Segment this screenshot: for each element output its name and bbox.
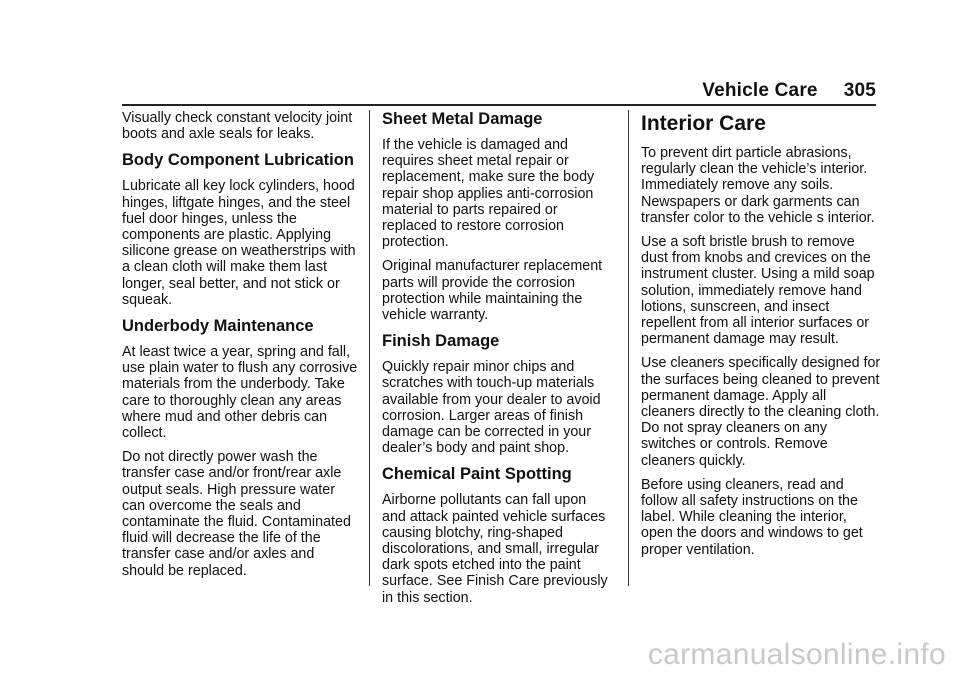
column-divider-left bbox=[369, 110, 370, 586]
intro-paragraph: Visually check constant velocity joint boots and axle seals for leaks. bbox=[122, 110, 353, 143]
body-lubrication-heading: Body Component Lubrication bbox=[122, 151, 354, 170]
underbody-paragraph-2: Do not directly power wash the transfer case and/or front/rear axle output seals. High pressure water can overcome the seals and contaminate the fluid. Contaminated fluid will decrease the life of the transfer case and/or axles and should be replaced. bbox=[122, 449, 351, 579]
interior-care-heading: Interior Care bbox=[641, 112, 766, 135]
interior-paragraph-2: Use a soft bristle brush to remove dust from knobs and crevices on the instrument cluster. Using a mild soap solution, immediately remove hand lotions, sunscreen, and insect repellent from all interior surfaces or permanent damage may result. bbox=[641, 234, 875, 348]
sheet-metal-paragraph-1: If the vehicle is damaged and requires sheet metal repair or replacement, make sure the body repair shop applies anti-corrosion material to parts repaired or replaced to restore corrosion protection. bbox=[382, 137, 595, 251]
chemical-paint-paragraph: Airborne pollutants can fall upon and attack painted vehicle surfaces causing blotchy, ring-shaped discolorations, and small, irregular dark spots etched into the paint surface. See Finish Care previously in this section. bbox=[382, 492, 608, 606]
column-left bbox=[122, 110, 358, 587]
section-title: Vehicle Care bbox=[702, 80, 818, 101]
column-divider-right bbox=[628, 110, 629, 586]
underbody-maintenance-heading: Underbody Maintenance bbox=[122, 317, 314, 336]
watermark: carmanualsonline.info bbox=[647, 638, 946, 671]
column-middle bbox=[382, 110, 614, 614]
interior-paragraph-1: To prevent dirt particle abrasions, regularly clean the vehicle’s interior. Immediately remove any soils. Newspapers or dark garments can transfer color to the vehicle s interior. bbox=[641, 145, 875, 226]
page-number: 305 bbox=[843, 80, 876, 101]
body-lubrication-paragraph: Lubricate all key lock cylinders, hood hinges, liftgate hinges, and the steel fuel door hinges, unless the components are plastic. Applying silicone grease on weatherstrips with a clean cloth will make them last longer, seal better, and not stick or squeak. bbox=[122, 178, 356, 308]
page-header bbox=[640, 80, 876, 102]
underbody-paragraph-1: At least twice a year, spring and fall, use plain water to flush any corrosive materials from the underbody. Take care to thoroughly clean any areas where mud and other debris can collect. bbox=[122, 344, 358, 442]
header-divider bbox=[122, 104, 876, 106]
finish-damage-heading: Finish Damage bbox=[382, 332, 500, 351]
interior-paragraph-3: Use cleaners specifically designed for the surfaces being cleaned to prevent permanent damage. Apply all cleaners directly to the cleaning cloth. Do not spray cleaners on any switches or controls. Remove cleaners quickly. bbox=[641, 355, 881, 469]
column-right bbox=[641, 110, 881, 566]
finish-damage-paragraph: Quickly repair minor chips and scratches with touch-up materials available from your dealer to avoid corrosion. Larger areas of finish damage can be corrected in your dealer’s body and paint shop. bbox=[382, 359, 601, 457]
chemical-paint-spotting-heading: Chemical Paint Spotting bbox=[382, 465, 572, 484]
sheet-metal-paragraph-2: Original manufacturer replacement parts will provide the corrosion protection while maintaining the vehicle warranty. bbox=[382, 258, 603, 324]
interior-paragraph-4: Before using cleaners, read and follow all safety instructions on the label. While cleaning the interior, open the doors and windows to get proper ventilation. bbox=[641, 476, 863, 558]
sheet-metal-damage-heading: Sheet Metal Damage bbox=[382, 110, 543, 128]
